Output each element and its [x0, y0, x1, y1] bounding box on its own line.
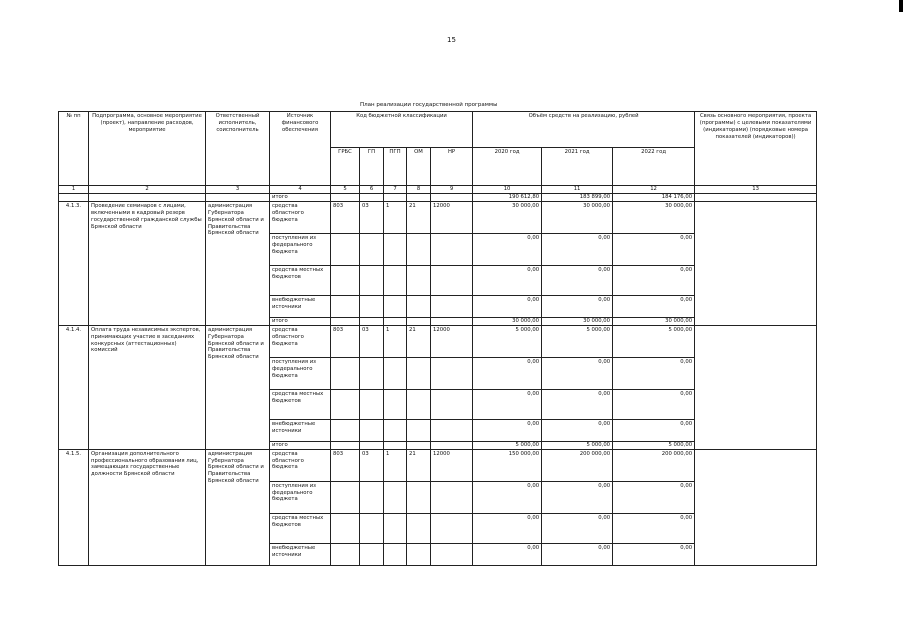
amount-2021: 200 000,00 [542, 449, 613, 481]
amount-2022: 0,00 [613, 357, 695, 389]
empty-code-cell [360, 317, 384, 325]
code-grbs [331, 233, 360, 265]
funding-source: средства местных бюджетов [270, 389, 331, 419]
funding-source: внебюджетные источники [270, 543, 331, 565]
amount-2021: 0,00 [542, 233, 613, 265]
amount-2022: 0,00 [613, 419, 695, 441]
code-grbs: 803 [331, 325, 360, 357]
item-number: 4.1.5. [59, 449, 89, 565]
indicator-link [695, 449, 817, 565]
code-nr: 12000 [431, 449, 473, 481]
empty-code-cell [431, 441, 473, 449]
column-number-cell: 13 [695, 186, 817, 194]
item-number: 4.1.3. [59, 201, 89, 325]
amount-2022: 0,00 [613, 265, 695, 295]
amount-2021: 0,00 [542, 481, 613, 513]
code-pgp: 1 [384, 325, 407, 357]
header-subprogram: Подпрограмма, основное мероприятие (проект), направление расходов, мероприятие [89, 112, 206, 186]
header-pgp: ПГП [384, 148, 407, 186]
code-om [407, 265, 431, 295]
group-total-2022: 5 000,00 [613, 441, 695, 449]
funding-source: поступления из федерального бюджета [270, 481, 331, 513]
code-pgp [384, 419, 407, 441]
code-gp [360, 265, 384, 295]
page-edge-mark [899, 0, 903, 12]
amount-2021: 5 000,00 [542, 325, 613, 357]
code-pgp [384, 357, 407, 389]
amount-2020: 0,00 [473, 419, 542, 441]
amount-2022: 0,00 [613, 295, 695, 317]
code-nr: 12000 [431, 325, 473, 357]
code-pgp [384, 295, 407, 317]
header-om: ОМ [407, 148, 431, 186]
header-budget-code: Код бюджетной классификации [331, 112, 473, 148]
item-executor: администрация Губернатора Брянской области и Правительства Брянской области [206, 325, 270, 449]
code-grbs [331, 357, 360, 389]
code-pgp [384, 233, 407, 265]
table-row [59, 449, 817, 481]
group-total-label: итого [270, 317, 331, 325]
funding-source: средства местных бюджетов [270, 265, 331, 295]
column-number-cell: 8 [407, 186, 431, 194]
header-2022: 2022 год [613, 148, 695, 186]
item-name: Организация дополнительного профессионального образования лиц, замещающих государственные должности Брянской области [89, 449, 206, 565]
empty-code-cell [384, 441, 407, 449]
code-pgp: 1 [384, 449, 407, 481]
code-grbs [331, 513, 360, 543]
empty-code-cell [407, 317, 431, 325]
amount-2020: 150 000,00 [473, 449, 542, 481]
code-nr [431, 357, 473, 389]
amount-2022: 30 000,00 [613, 201, 695, 233]
group-total-2021: 30 000,00 [542, 317, 613, 325]
amount-2020: 0,00 [473, 389, 542, 419]
empty-code-cell [331, 317, 360, 325]
code-gp: 03 [360, 201, 384, 233]
code-nr [431, 295, 473, 317]
code-pgp: 1 [384, 201, 407, 233]
code-gp [360, 481, 384, 513]
top-total-2021: 183 899,00 [542, 194, 613, 202]
table-row [59, 201, 817, 233]
code-pgp [384, 389, 407, 419]
code-grbs [331, 295, 360, 317]
header-2020: 2020 год [473, 148, 542, 186]
column-number-cell: 7 [384, 186, 407, 194]
column-number-cell: 10 [473, 186, 542, 194]
indicator-link [695, 201, 817, 325]
code-nr [431, 389, 473, 419]
code-gp: 03 [360, 449, 384, 481]
funding-source: средства областного бюджета [270, 449, 331, 481]
column-numbers-row [59, 186, 817, 194]
header-grbs: ГРБС [331, 148, 360, 186]
group-total-2020: 30 000,00 [473, 317, 542, 325]
empty-code-cell [384, 317, 407, 325]
column-number-cell: 6 [360, 186, 384, 194]
amount-2022: 0,00 [613, 389, 695, 419]
header-nr: НР [431, 148, 473, 186]
funding-source: средства местных бюджетов [270, 513, 331, 543]
code-pgp [384, 481, 407, 513]
header-2021: 2021 год [542, 148, 613, 186]
item-name: Проведение семинаров с лицами, включенными в кадровый резерв государственной гражданской службы Брянской области [89, 201, 206, 325]
funding-source: поступления из федерального бюджета [270, 357, 331, 389]
amount-2020: 0,00 [473, 265, 542, 295]
item-executor: администрация Губернатора Брянской области и Правительства Брянской области [206, 201, 270, 325]
amount-2020: 0,00 [473, 357, 542, 389]
empty-code-cell [331, 441, 360, 449]
amount-2020: 0,00 [473, 233, 542, 265]
code-grbs: 803 [331, 449, 360, 481]
amount-2022: 0,00 [613, 481, 695, 513]
amount-2021: 30 000,00 [542, 201, 613, 233]
code-gp: 03 [360, 325, 384, 357]
table-row [59, 325, 817, 357]
code-om [407, 233, 431, 265]
code-grbs: 803 [331, 201, 360, 233]
code-pgp [384, 513, 407, 543]
code-pgp [384, 265, 407, 295]
funding-source: средства областного бюджета [270, 201, 331, 233]
code-gp [360, 419, 384, 441]
code-nr [431, 419, 473, 441]
code-nr [431, 481, 473, 513]
amount-2020: 0,00 [473, 481, 542, 513]
header-volume: Объём средств на реализацию, рублей [473, 112, 695, 148]
column-number-cell: 4 [270, 186, 331, 194]
amount-2021: 0,00 [542, 357, 613, 389]
table-caption: План реализации государственной программы [360, 102, 498, 108]
column-number-cell: 9 [431, 186, 473, 194]
item-name: Оплата труда независимых экспертов, принимающих участие в заседаниях конкурсных (аттестационных) комиссий [89, 325, 206, 449]
amount-2021: 0,00 [542, 389, 613, 419]
header-gp: ГП [360, 148, 384, 186]
amount-2020: 30 000,00 [473, 201, 542, 233]
amount-2021: 0,00 [542, 295, 613, 317]
code-gp [360, 233, 384, 265]
code-gp [360, 389, 384, 419]
code-gp [360, 543, 384, 565]
top-total-label: итого [270, 194, 331, 202]
amount-2022: 200 000,00 [613, 449, 695, 481]
header-link: Связь основного мероприятия, проекта (программы) с целевыми показателями (индикаторами) (порядковые номера показателей (индикаторов)) [695, 112, 817, 186]
code-om [407, 357, 431, 389]
header-executor: Ответственный исполнитель, соисполнитель [206, 112, 270, 186]
funding-source: поступления из федерального бюджета [270, 233, 331, 265]
amount-2020: 0,00 [473, 513, 542, 543]
code-gp [360, 513, 384, 543]
item-number: 4.1.4. [59, 325, 89, 449]
amount-2022: 5 000,00 [613, 325, 695, 357]
code-om [407, 295, 431, 317]
amount-2020: 0,00 [473, 543, 542, 565]
code-grbs [331, 265, 360, 295]
group-total-2020: 5 000,00 [473, 441, 542, 449]
amount-2022: 0,00 [613, 513, 695, 543]
header-source: Источник финансового обеспечения [270, 112, 331, 186]
group-total-2021: 5 000,00 [542, 441, 613, 449]
code-grbs [331, 419, 360, 441]
amount-2020: 0,00 [473, 295, 542, 317]
code-om [407, 543, 431, 565]
amount-2021: 0,00 [542, 543, 613, 565]
indicator-link [695, 325, 817, 449]
column-number-cell: 11 [542, 186, 613, 194]
code-grbs [331, 481, 360, 513]
group-total-label: итого [270, 441, 331, 449]
column-number-cell: 1 [59, 186, 89, 194]
code-nr [431, 543, 473, 565]
code-om: 21 [407, 201, 431, 233]
header-num: № пп [59, 112, 89, 186]
code-om [407, 419, 431, 441]
code-nr [431, 513, 473, 543]
code-grbs [331, 389, 360, 419]
amount-2021: 0,00 [542, 513, 613, 543]
code-nr [431, 233, 473, 265]
column-number-cell: 3 [206, 186, 270, 194]
code-om: 21 [407, 449, 431, 481]
code-nr: 12000 [431, 201, 473, 233]
funding-source: средства областного бюджета [270, 325, 331, 357]
top-total-2020: 190 612,80 [473, 194, 542, 202]
amount-2022: 0,00 [613, 543, 695, 565]
funding-source: внебюджетные источники [270, 295, 331, 317]
code-nr [431, 265, 473, 295]
item-executor: администрация Губернатора Брянской области и Правительства Брянской области [206, 449, 270, 565]
column-number-cell: 2 [89, 186, 206, 194]
funding-source: внебюджетные источники [270, 419, 331, 441]
group-total-2022: 30 000,00 [613, 317, 695, 325]
top-total-2022: 184 176,00 [613, 194, 695, 202]
amount-2020: 5 000,00 [473, 325, 542, 357]
top-total-row [59, 194, 817, 202]
code-om [407, 481, 431, 513]
empty-code-cell [431, 317, 473, 325]
column-number-cell: 5 [331, 186, 360, 194]
code-om [407, 513, 431, 543]
column-number-cell: 12 [613, 186, 695, 194]
amount-2021: 0,00 [542, 265, 613, 295]
code-om [407, 389, 431, 419]
code-om: 21 [407, 325, 431, 357]
empty-code-cell [360, 441, 384, 449]
program-plan-table [58, 111, 817, 566]
code-gp [360, 357, 384, 389]
amount-2022: 0,00 [613, 233, 695, 265]
amount-2021: 0,00 [542, 419, 613, 441]
page-number: 15 [447, 36, 456, 44]
code-gp [360, 295, 384, 317]
code-grbs [331, 543, 360, 565]
code-pgp [384, 543, 407, 565]
empty-code-cell [407, 441, 431, 449]
